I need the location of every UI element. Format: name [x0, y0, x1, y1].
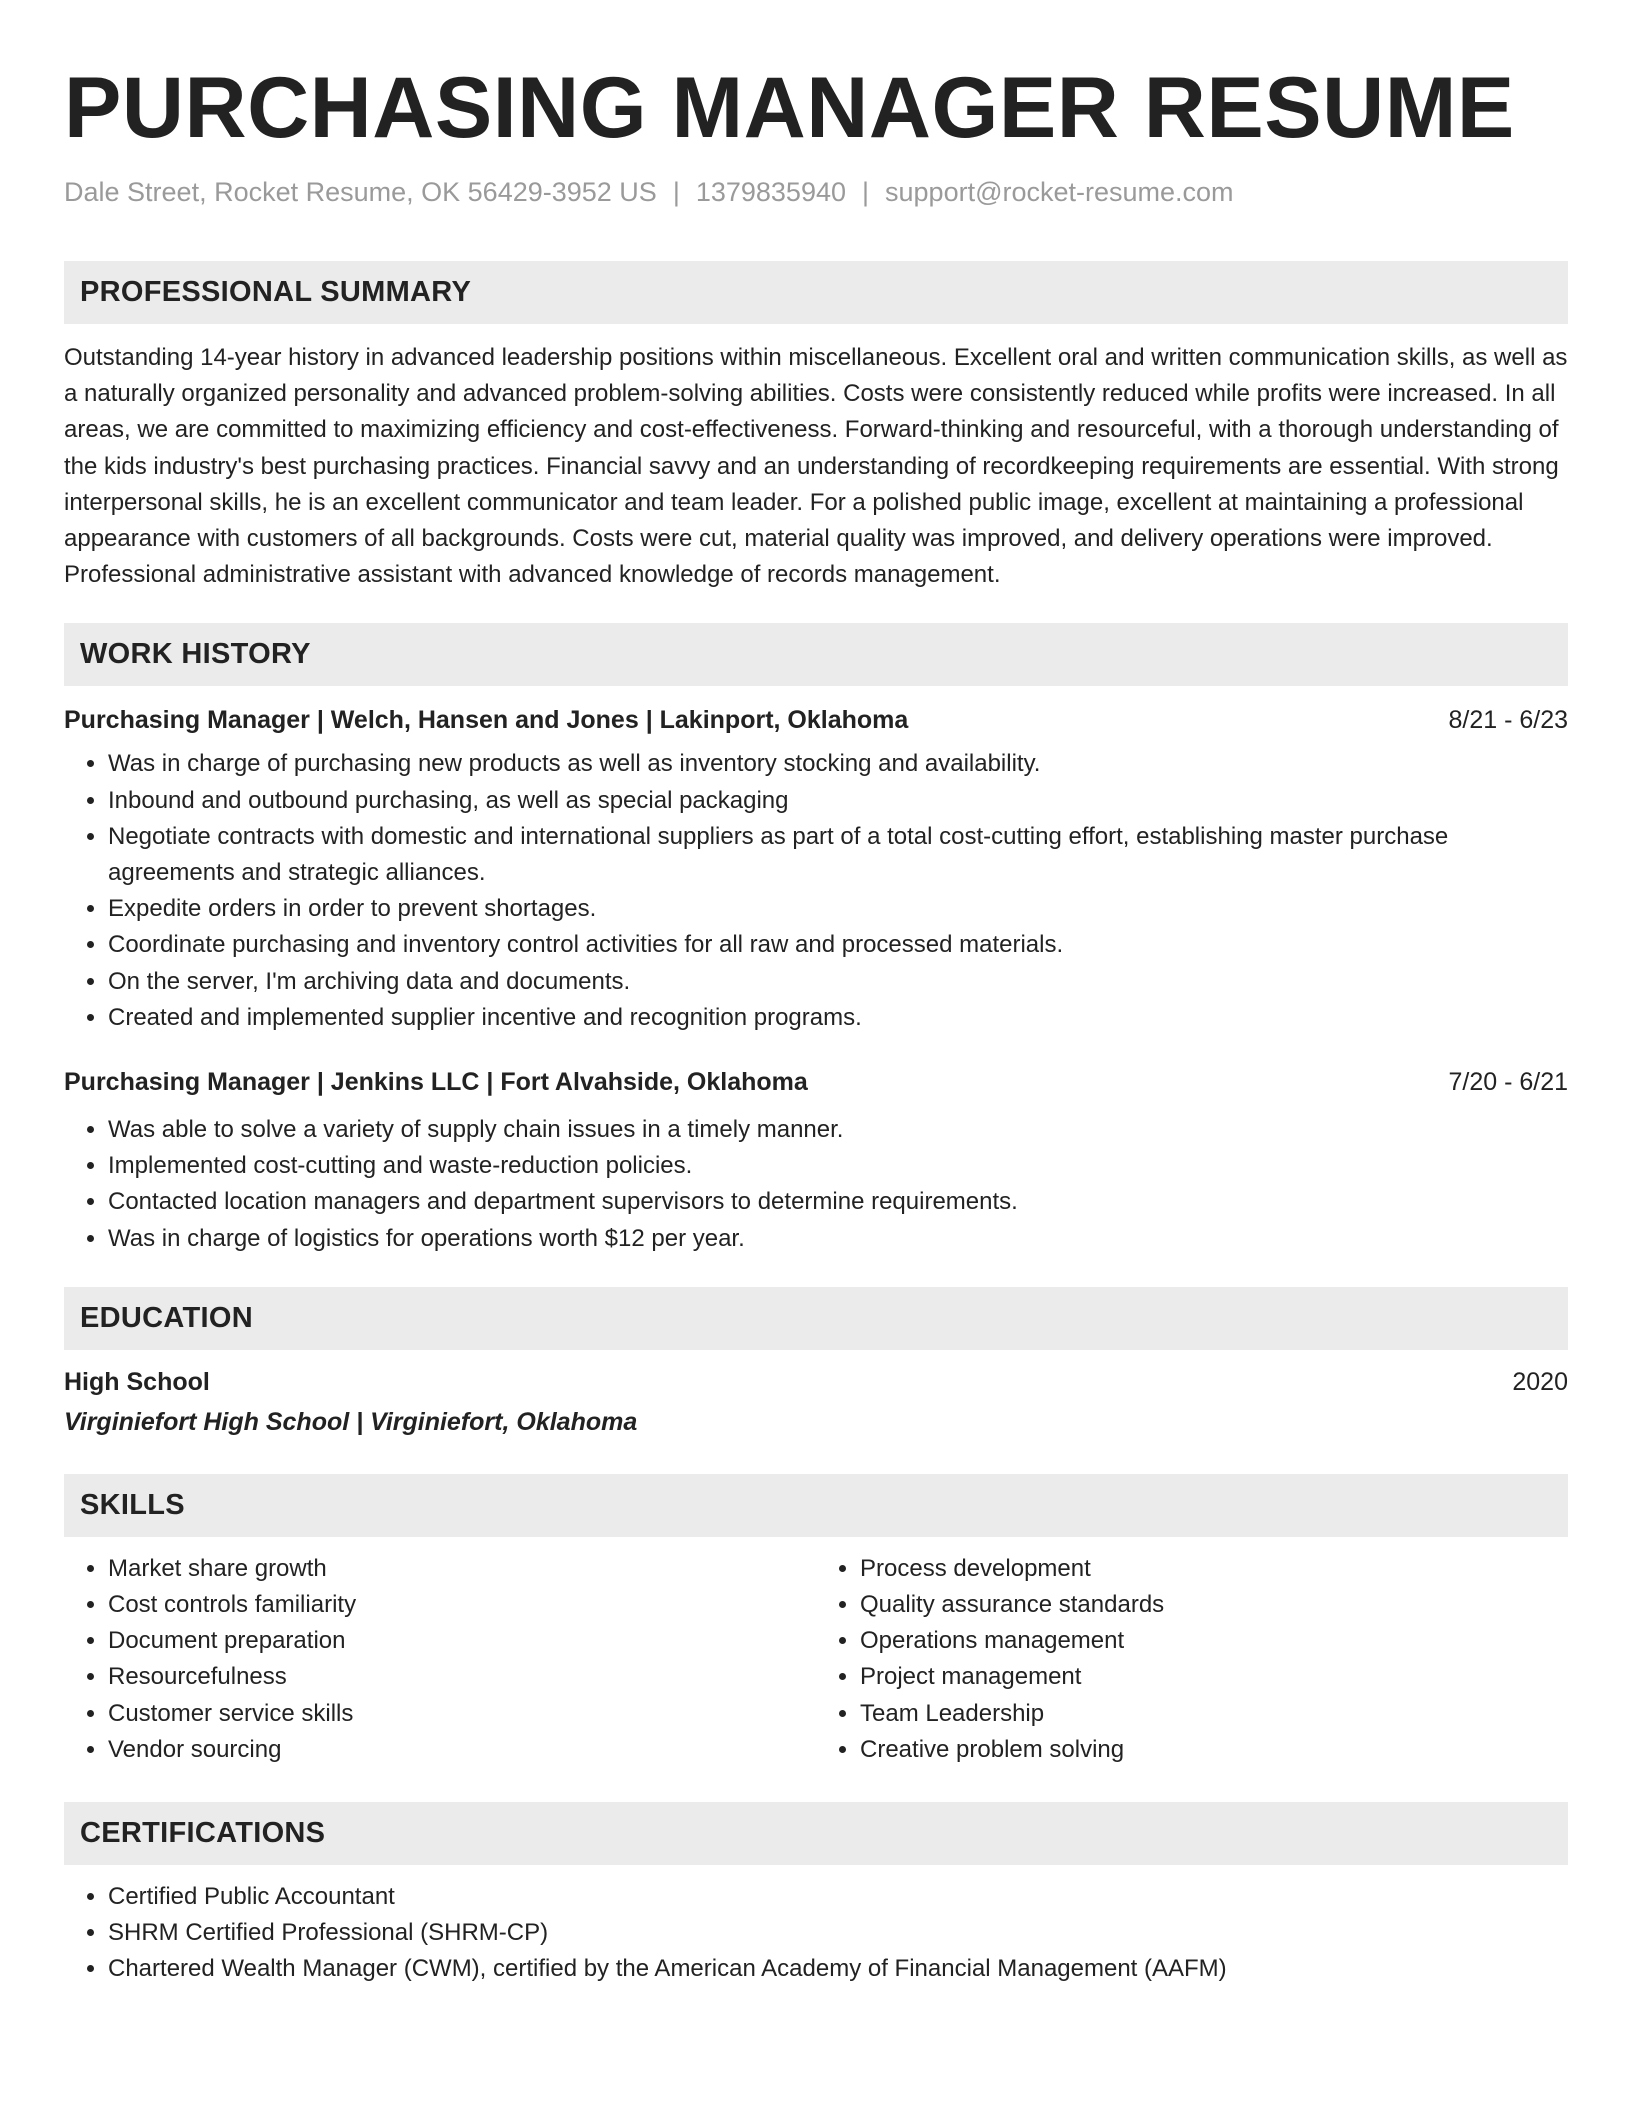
certification-item: • Chartered Wealth Manager (CWM), certified by the American Academy of Financial Management (AAFM) [108, 1951, 1568, 1987]
certification-item: • Certified Public Accountant [108, 1879, 1568, 1915]
education-section [64, 1287, 1568, 1440]
job-dates: 8/21 - 6/23 [1448, 706, 1568, 735]
skill-item: • Resourcefulness [108, 1659, 816, 1695]
skill-item: • Process development [860, 1551, 1568, 1587]
job-header [64, 702, 1568, 738]
contact-separator: | [862, 177, 870, 207]
job-bullet: • Was able to solve a variety of supply chain issues in a timely manner. [108, 1112, 1568, 1148]
job-entry [64, 702, 1568, 1036]
education-row [64, 1364, 1568, 1400]
job-bullet: • Implemented cost-cutting and waste-reduction policies. [108, 1148, 1568, 1184]
skill-item: • Project management [860, 1659, 1568, 1695]
contact-phone: 1379835940 [695, 177, 846, 207]
contact-line [64, 174, 1568, 210]
education-degree: High School [64, 1367, 210, 1396]
job-bullet: • Contacted location managers and department supervisors to determine requirements. [108, 1184, 1568, 1220]
education-school: Virginiefort High School | Virginiefort, Oklahoma [64, 1407, 638, 1436]
summary-text: Outstanding 14-year history in advanced leadership positions within miscellaneous. Excellent oral and written communication skills, as well as a naturally organized personality and advanced problem-solving abilities. Costs were consistently reduced while profits were increased. In all areas, we are committed to maximizing efficiency and cost-effectiveness. Forward-thinking and resourceful, with a thorough understanding of the kids industry's best purchasing practices. Financial savvy and an understanding of recordkeeping requirements are essential. With strong interpersonal skills, he is an excellent communicator and team leader. For a polished public image, excellent at maintaining a professional appearance with customers of all backgrounds. Costs were cut, material quality was improved, and delivery operations were improved. Professional administrative assistant with advanced knowledge of records management. [64, 344, 1568, 589]
skill-item: • Team Leadership [860, 1696, 1568, 1732]
contact-address: Dale Street, Rocket Resume, OK 56429-3952 US [64, 177, 657, 207]
summary-section [64, 261, 1568, 593]
job-bullet: • Was in charge of purchasing new products as well as inventory stocking and availability. [108, 746, 1568, 782]
job-bullet: • Coordinate purchasing and inventory control activities for all raw and processed materials. [108, 927, 1568, 963]
skill-item: • Quality assurance standards [860, 1587, 1568, 1623]
resume-title: PURCHASING MANAGER RESUME [64, 60, 1515, 156]
job-dates: 7/20 - 6/21 [1448, 1068, 1568, 1097]
skill-item: • Cost controls familiarity [108, 1587, 816, 1623]
skills-grid [64, 1537, 1568, 1768]
work-history-section [64, 623, 1568, 1256]
job-bullet: • Was in charge of logistics for operations worth $12 per year. [108, 1221, 1568, 1257]
contact-email: support@rocket-resume.com [885, 177, 1234, 207]
section-heading-summary: PROFESSIONAL SUMMARY [64, 261, 1568, 324]
skill-item: • Customer service skills [108, 1696, 816, 1732]
education-year: 2020 [1512, 1367, 1568, 1396]
job-entry [64, 1064, 1568, 1257]
section-heading-skills: SKILLS [64, 1474, 1568, 1537]
skill-item: • Document preparation [108, 1623, 816, 1659]
job-title: Purchasing Manager | Welch, Hansen and Jones | Lakinport, Oklahoma [64, 706, 909, 735]
skills-list-left [64, 1551, 816, 1768]
skill-item: • Creative problem solving [860, 1732, 1568, 1768]
job-bullets [64, 746, 1568, 1036]
section-heading-education: EDUCATION [64, 1287, 1568, 1350]
job-bullets [64, 1112, 1568, 1257]
skills-section [64, 1474, 1568, 1768]
skill-item: • Vendor sourcing [108, 1732, 816, 1768]
job-bullet: • Inbound and outbound purchasing, as well as special packaging [108, 783, 1568, 819]
certifications-section [64, 1802, 1568, 1988]
certification-item: • SHRM Certified Professional (SHRM-CP) [108, 1915, 1568, 1951]
section-heading-certifications: CERTIFICATIONS [64, 1802, 1568, 1865]
certifications-list [64, 1879, 1568, 1988]
job-bullet: • On the server, I'm archiving data and documents. [108, 964, 1568, 1000]
job-bullet: • Negotiate contracts with domestic and international suppliers as part of a total cost-cutting effort, establishing master purchase agreements and strategic alliances. [108, 819, 1568, 891]
job-bullet: • Expedite orders in order to prevent shortages. [108, 891, 1568, 927]
job-title: Purchasing Manager | Jenkins LLC | Fort Alvahside, Oklahoma [64, 1068, 808, 1097]
job-bullet: • Created and implemented supplier incentive and recognition programs. [108, 1000, 1568, 1036]
job-header [64, 1064, 1568, 1100]
section-heading-work-history: WORK HISTORY [64, 623, 1568, 686]
contact-separator: | [672, 177, 680, 207]
skill-item: • Market share growth [108, 1551, 816, 1587]
skills-list-right [816, 1551, 1568, 1768]
skill-item: • Operations management [860, 1623, 1568, 1659]
